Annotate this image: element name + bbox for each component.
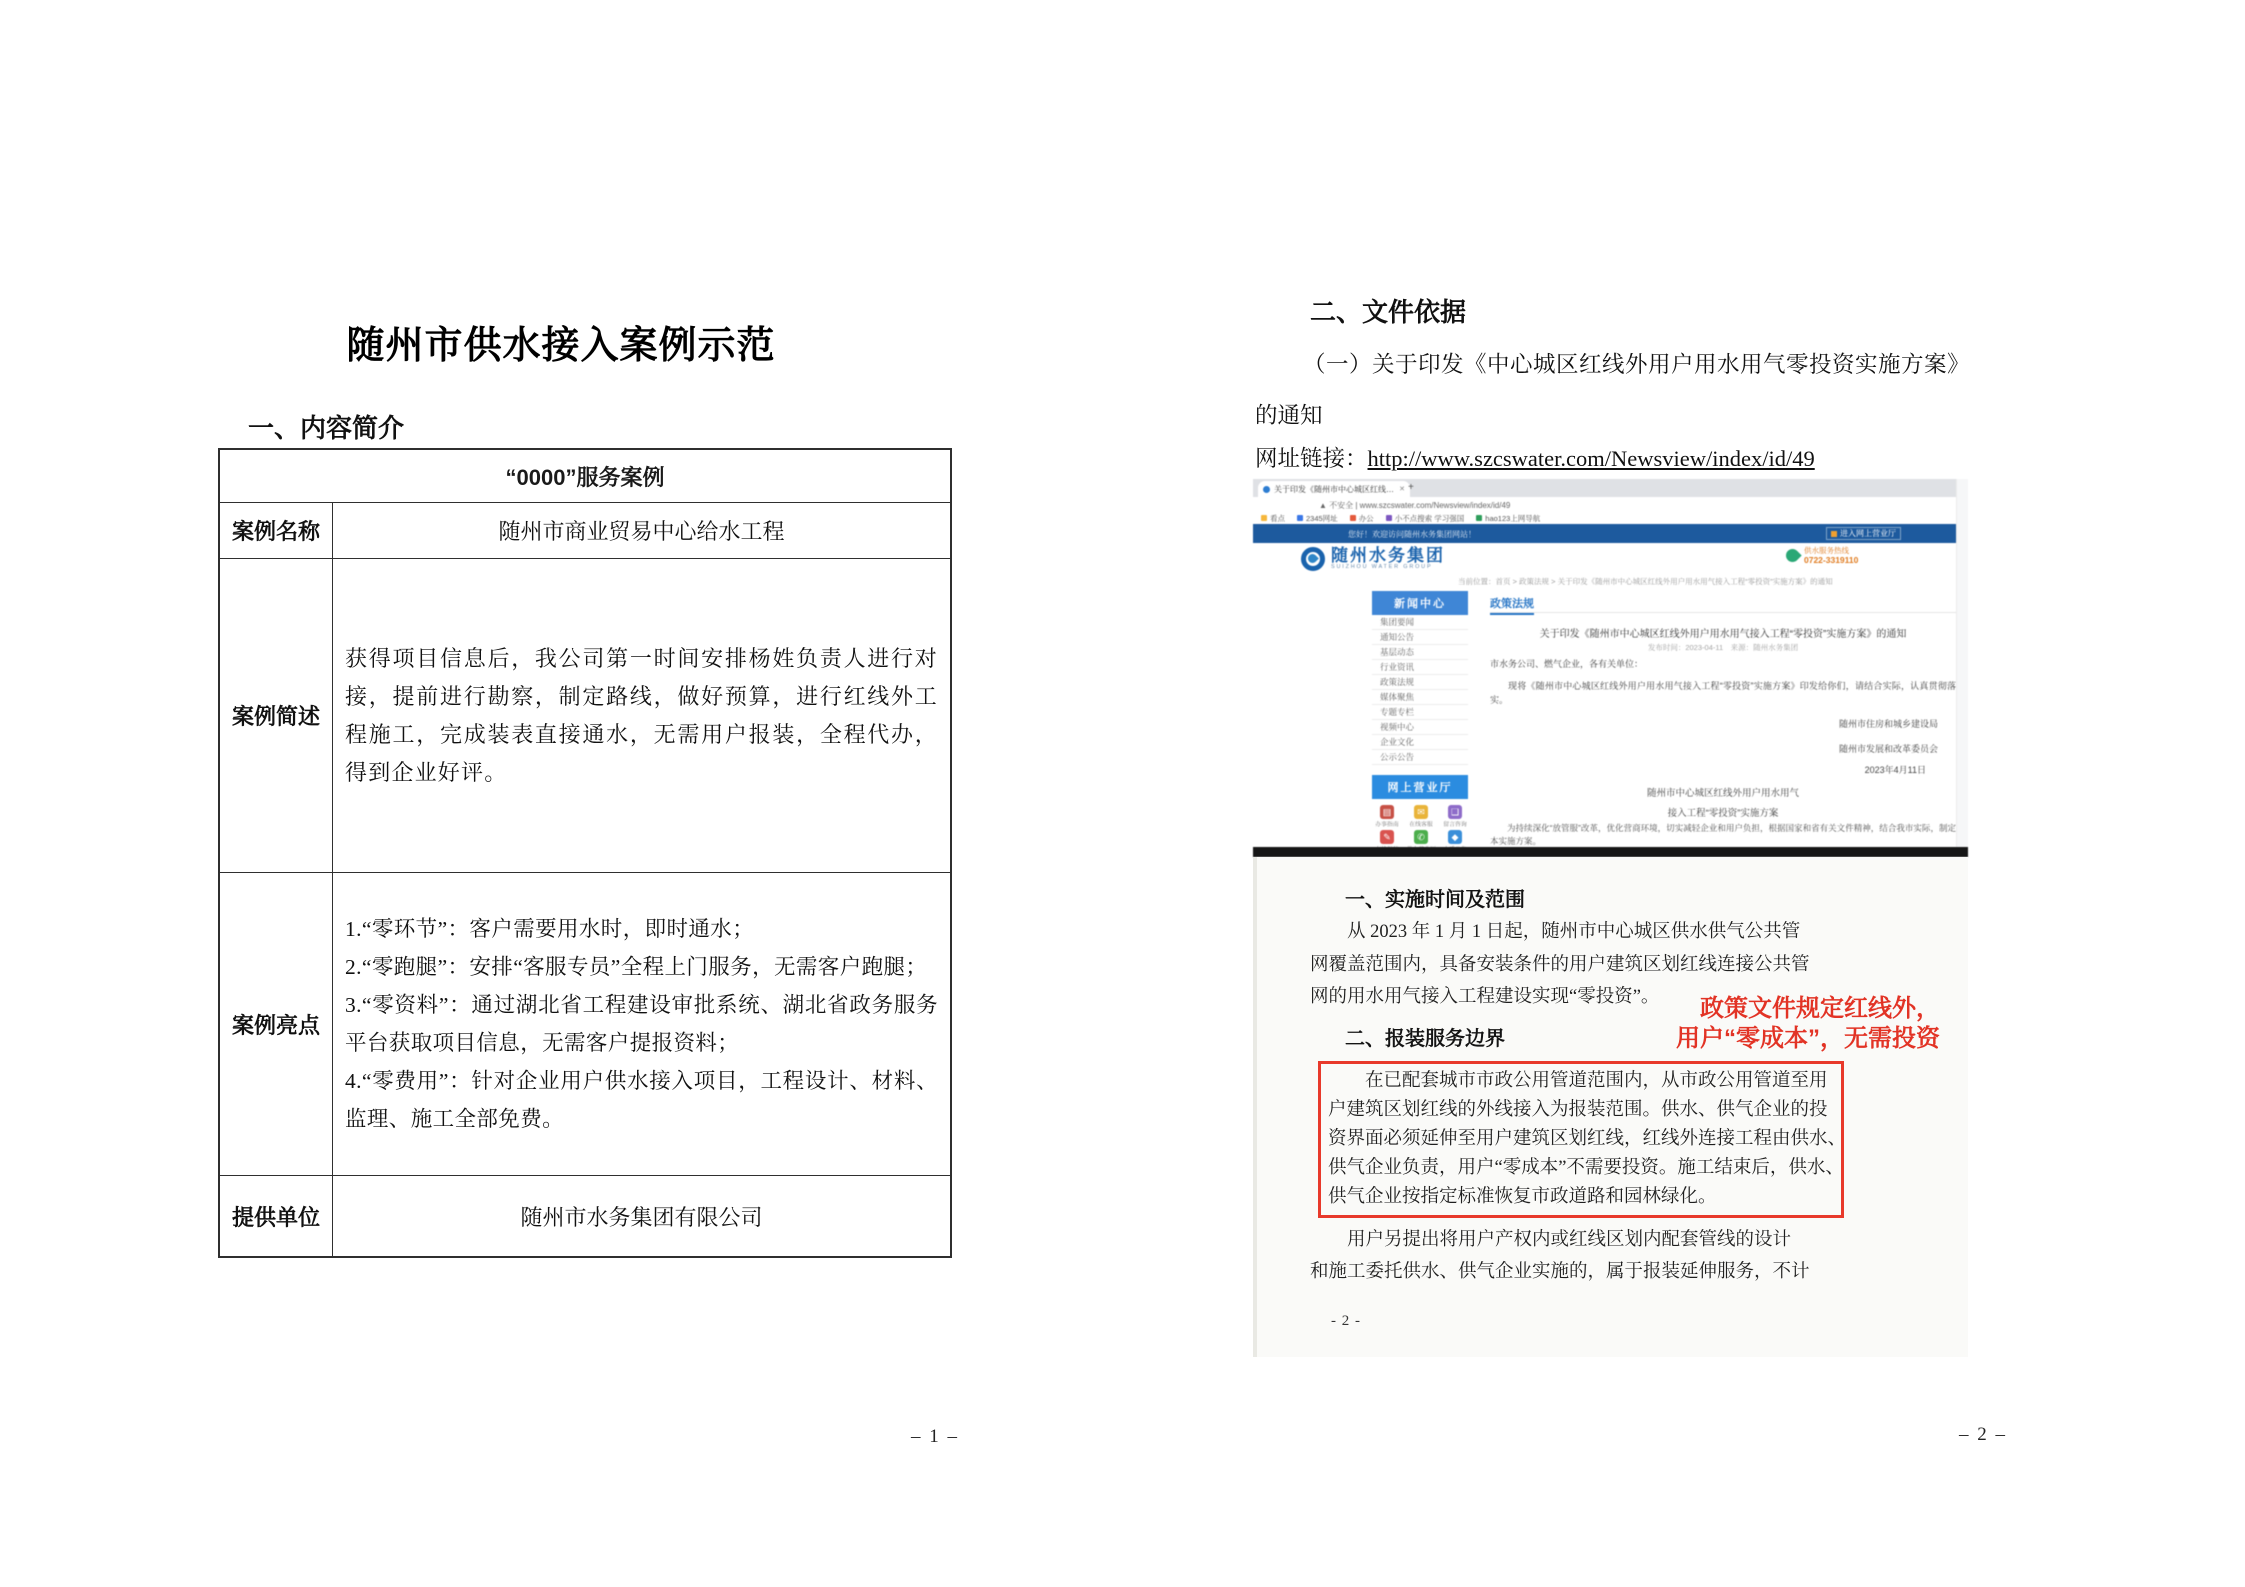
page2-link-line — [1255, 441, 1815, 473]
tab-favicon-icon — [1263, 486, 1270, 493]
page2-line1: （一）关于印发《中心城区红线外用户用水用气零投资实施方案》 — [1303, 352, 1971, 377]
case-name-value: 随州市商业贸易中心给水工程 — [498, 519, 785, 544]
address-url-field[interactable]: ▲ 不安全 | www.szcswater.com/Newsview/index/id/49 — [1319, 501, 1511, 510]
bookmark-favicon-icon — [1297, 515, 1303, 521]
page2-number: – 2 – — [1959, 1424, 2007, 1445]
service-item[interactable]: ✉ 在线客服 — [1409, 807, 1433, 828]
hotline-number: 0722-3319110 — [1804, 555, 1859, 565]
portal-icon — [1831, 531, 1837, 537]
site-breadcrumb: 当前位置：首页 > 政策法规 > 关于印发《随州市中心城区红线外用户用水用气接入工程“零投资”实施方案》的通知 — [1458, 577, 1833, 586]
article-title: 关于印发《随州市中心城区红线外用户用水用气接入工程“零投资”实施方案》的通知 — [1539, 629, 1907, 640]
document-hyperlink[interactable]: http://www.szcswater.com/Newsview/index/id/49 — [1367, 446, 1815, 471]
bookmark-favicon-icon — [1386, 515, 1392, 521]
red-annotation-line2: 用户“零成本”，无需投资 — [1676, 1025, 1940, 1052]
sidebar-title[interactable]: 新闻中心 — [1372, 591, 1468, 615]
site-portal-link[interactable]: 进入网上营业厅 — [1826, 527, 1901, 540]
red-annotation-line1: 政策文件规定红线外， — [1700, 995, 1940, 1022]
site-hotline — [1786, 546, 1858, 565]
article-body: 现将《随州市中心城区红线外用户用水用气接入工程“零投资”实施方案》印发给你们，请结合实际，认真贯彻落实。 — [1490, 681, 1956, 705]
service-icon: ▤ — [1380, 805, 1394, 819]
provider-value: 随州市水务集团有限公司 — [520, 1204, 763, 1230]
browser-tab-bar — [1253, 479, 1968, 497]
article-salutation: 市水务公司、燃气企业，各有关单位： — [1490, 659, 1644, 669]
service-item[interactable]: ▤ 办事指南 — [1375, 807, 1399, 828]
service-icon: ◆ — [1448, 830, 1462, 844]
site-logo-subtitle: SUIZHOU WATER GROUP — [1331, 564, 1433, 570]
table-row-case-desc — [220, 558, 950, 872]
bookmark-favicon-icon — [1476, 515, 1482, 521]
case-highlights-list: 1.“零环节”：客户需要用水时，即时通水； 2.“零跑腿”：安排“客服专员”全程上门服务，无需客户跑腿； 3.“零资料”：通过湖北省工程建设审批系统、湖北省政务服务平台获取项目信息，无需客户提报资料； 4.“零费用”：针对企业用户供水接入项目，工程设计、材料、监理、施工全部免费。 — [345, 917, 938, 1131]
service-icon: ❑ — [1448, 805, 1462, 819]
service-icon: ✎ — [1380, 830, 1394, 844]
site-logo-title: 随州水务集团 — [1331, 546, 1445, 565]
site-welcome-text: 您好！欢迎访问随州水务集团网站！ — [1348, 530, 1476, 539]
case-table — [218, 448, 952, 1258]
scan-edge-shadow — [1253, 857, 1257, 1357]
bookmark-favicon-icon — [1261, 515, 1267, 521]
service-item[interactable]: ❑ 留言咨询 — [1443, 807, 1467, 828]
case-desc-label: 案例简述 — [220, 559, 333, 872]
content-divider — [1490, 612, 1956, 613]
bookmark-favicon-icon — [1350, 515, 1356, 521]
site-logo-text — [1331, 547, 1445, 570]
scanned-policy-document — [1253, 857, 1968, 1357]
provider-label: 提供单位 — [220, 1176, 333, 1256]
embedded-browser-screenshot — [1253, 479, 1968, 857]
site-footer-bar — [1253, 847, 1968, 857]
bookmark-item[interactable]: 看点 — [1261, 513, 1285, 524]
scan-paragraph-1: 从 2023 年 1 月 1 日起，随州市中心城区供水供气公共管 网覆盖范围内，具备安装条件的用户建筑区划红线连接公共管 网的用水用气接入工程建设实现“零投资”。 — [1310, 922, 1810, 1007]
hotline-drop-icon — [1783, 546, 1801, 564]
tab-title: 关于印发《随州市中心城区红线… — [1274, 484, 1394, 494]
bookmark-item[interactable]: hao123上网导航 — [1476, 513, 1540, 524]
page2-line2: 的通知 — [1255, 403, 1323, 428]
page1-title: 随州市供水接入案例示范 — [346, 325, 776, 367]
case-desc-value: 获得项目信息后，我公司第一时间安排杨姓负责人进行对接，提前进行勘察，制定路线，做好预算，进行红线外工程施工，完成装表直接通水，无需用户报装，全程代办，得到企业好评。 — [345, 645, 938, 785]
article-date: 2023年4月11日 — [1864, 765, 1926, 775]
site-topbar — [1253, 524, 1956, 543]
browser-address-bar — [1253, 497, 1968, 513]
scan-heading-2: 二、报装服务边界 — [1345, 1027, 1505, 1050]
bookmark-item[interactable]: 办公 — [1350, 513, 1374, 524]
article-meta: 发布时间：2023-04-11 来源：随州水务集团 — [1647, 643, 1799, 652]
scan-paragraph-2: 用户另提出将用户产权内或红线区划内配套管线的设计 和施工委托供水、供气企业实施的，属于报装延伸服务，不计 — [1310, 1229, 1810, 1282]
table-header-text: “0000”服务案例 — [505, 464, 665, 490]
browser-tab[interactable] — [1258, 481, 1410, 497]
link-label: 网址链接： — [1255, 446, 1368, 471]
page2-section-heading: 二、文件依据 — [1310, 297, 1467, 327]
highlighted-red-box: 在已配套城市市政公用管道范围内，从市政公用管道至用 户建筑区划红线的外线接入为报装范围。供水、供气企业的投 资界面必须延伸至用户建筑区划红线，红线外连接工程由供水、 供气企业负责，用户“零成本”不需要投资。施工结束后，供水、 供气企业按指定标准恢复市政道路和园林绿化。 — [1318, 1061, 1844, 1218]
site-header — [1253, 543, 1956, 576]
attachment-title-2: 接入工程“零投资”实施方案 — [1667, 808, 1779, 819]
sidebar-menu[interactable]: 集团要闻 通知公告 基层动态 行业资讯 政策法规 媒体聚焦 专题专栏 视频中心 企业文化 公示公告 — [1372, 615, 1468, 765]
browser-side-strip — [1956, 479, 1968, 847]
page1-section-heading: 一、内容简介 — [248, 413, 405, 443]
hotline-label: 供水服务热线 — [1804, 546, 1849, 555]
table-row-provider — [220, 1175, 950, 1256]
table-header-row — [220, 450, 950, 502]
bookmark-item[interactable]: 2345网址 — [1297, 513, 1338, 524]
scan-page-number: - 2 - — [1331, 1312, 1361, 1329]
article-signature-1: 随州市住房和城乡建设局 — [1838, 719, 1938, 729]
service-icon: ✉ — [1414, 805, 1428, 819]
case-highlights-label: 案例亮点 — [220, 873, 333, 1175]
article-signature-2: 随州市发展和改革委员会 — [1838, 744, 1938, 754]
tab-close-icon[interactable]: ✕ — [1399, 486, 1405, 493]
site-article-area — [1490, 591, 1956, 847]
bookmark-item[interactable]: 小不点搜索 学习强国 — [1386, 513, 1465, 524]
case-name-label: 案例名称 — [220, 503, 333, 558]
attachment-title-1: 随州市中心城区红线外用户用水用气 — [1646, 788, 1799, 799]
portal-button[interactable]: 网上营业厅 — [1372, 775, 1468, 799]
new-tab-button[interactable]: + — [1408, 482, 1414, 493]
attachment-body: 为持续深化“放管服”改革，优化营商环境，切实减轻企业和用户负担，根据国家和省有关文件精神，结合我市实际，制定本实施方案。 — [1490, 823, 1956, 846]
table-row-case-highlights — [220, 872, 950, 1175]
table-row-case-name — [220, 502, 950, 558]
content-tab[interactable]: 政策法规 — [1490, 595, 1534, 615]
site-sidebar — [1372, 591, 1468, 765]
scan-heading-1: 一、实施时间及范围 — [1345, 889, 1525, 911]
page1-number: – 1 – — [911, 1426, 959, 1447]
service-icon: ✆ — [1414, 830, 1428, 844]
